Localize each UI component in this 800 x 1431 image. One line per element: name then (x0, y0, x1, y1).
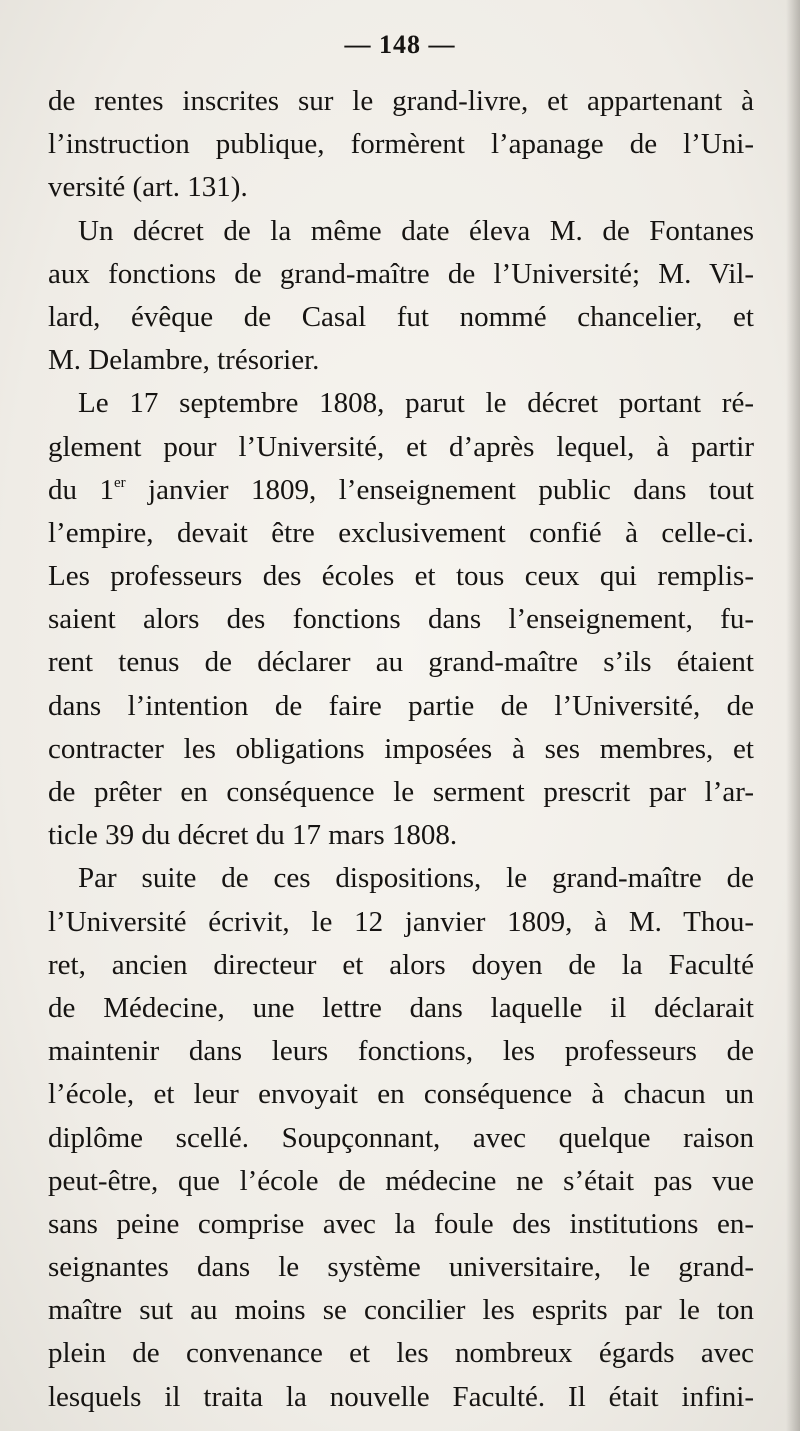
text-line: du 1er janvier 1809, l’enseignement public dans tout (48, 473, 754, 506)
text-line: ret, ancien directeur et alors doyen de la Faculté (48, 948, 754, 981)
text-line: aux fonctions de grand-maître de l’Université; M. Vil- (48, 257, 754, 290)
text-line: l’école, et leur envoyait en conséquence à chacun un (48, 1078, 754, 1111)
superscript: er (113, 474, 126, 491)
text-line: maintenir dans leurs fonctions, les professeurs de (48, 1035, 754, 1068)
text-line: lesquels il traita la nouvelle Faculté. Il était infini- (48, 1380, 754, 1413)
text-line: saient alors des fonctions dans l’enseignement, fu- (48, 603, 754, 636)
text-line: glement pour l’Université, et d’après lequel, à partir (48, 430, 754, 463)
text-line: Le 17 septembre 1808, parut le décret portant ré- (78, 387, 754, 420)
page-number: — 148 — (344, 30, 456, 59)
text-line: rent tenus de déclarer au grand-maître s’ils étaient (48, 646, 754, 679)
text-line: ticle 39 du décret du 17 mars 1808. (48, 819, 458, 852)
text-line: l’Université écrivit, le 12 janvier 1809, à M. Thou- (48, 905, 754, 938)
text-line: maître sut au moins se concilier les esprits par le ton (48, 1294, 754, 1327)
text-line: versité (art. 131). (48, 171, 248, 204)
text-line: peut-être, que l’école de médecine ne s’était pas vue (48, 1164, 754, 1197)
text-line: l’instruction publique, formèrent l’apanage de l’Uni- (48, 128, 754, 161)
text-line: M. Delambre, trésorier. (48, 344, 320, 377)
body-text (48, 80, 754, 1419)
text-line: contracter les obligations imposées à ses membres, et (48, 732, 754, 765)
page-edge-shadow (786, 0, 800, 1431)
text-line: plein de convenance et les nombreux égards avec (48, 1337, 754, 1370)
text-line: seignantes dans le système universitaire, le grand- (48, 1251, 754, 1284)
text-line: sans peine comprise avec la foule des institutions en- (48, 1207, 754, 1240)
text-line: Par suite de ces dispositions, le grand-maître de (78, 862, 754, 895)
text-line: Un décret de la même date éleva M. de Fontanes (78, 214, 754, 247)
text-line: de prêter en conséquence le serment prescrit par l’ar- (48, 776, 754, 808)
text-line: l’empire, devait être exclusivement confié à celle-ci. (48, 516, 754, 549)
text-line: diplôme scellé. Soupçonnant, avec quelque raison (48, 1121, 754, 1154)
text-line: de Médecine, une lettre dans laquelle il déclarait (48, 991, 754, 1024)
text-line: Les professeurs des écoles et tous ceux qui remplis- (48, 560, 754, 593)
text-line: de rentes inscrites sur le grand-livre, et appartenant à (48, 85, 754, 117)
text-line: lard, évêque de Casal fut nommé chancelier, et (48, 300, 754, 333)
text-line: dans l’intention de faire partie de l’Université, de (48, 689, 754, 722)
